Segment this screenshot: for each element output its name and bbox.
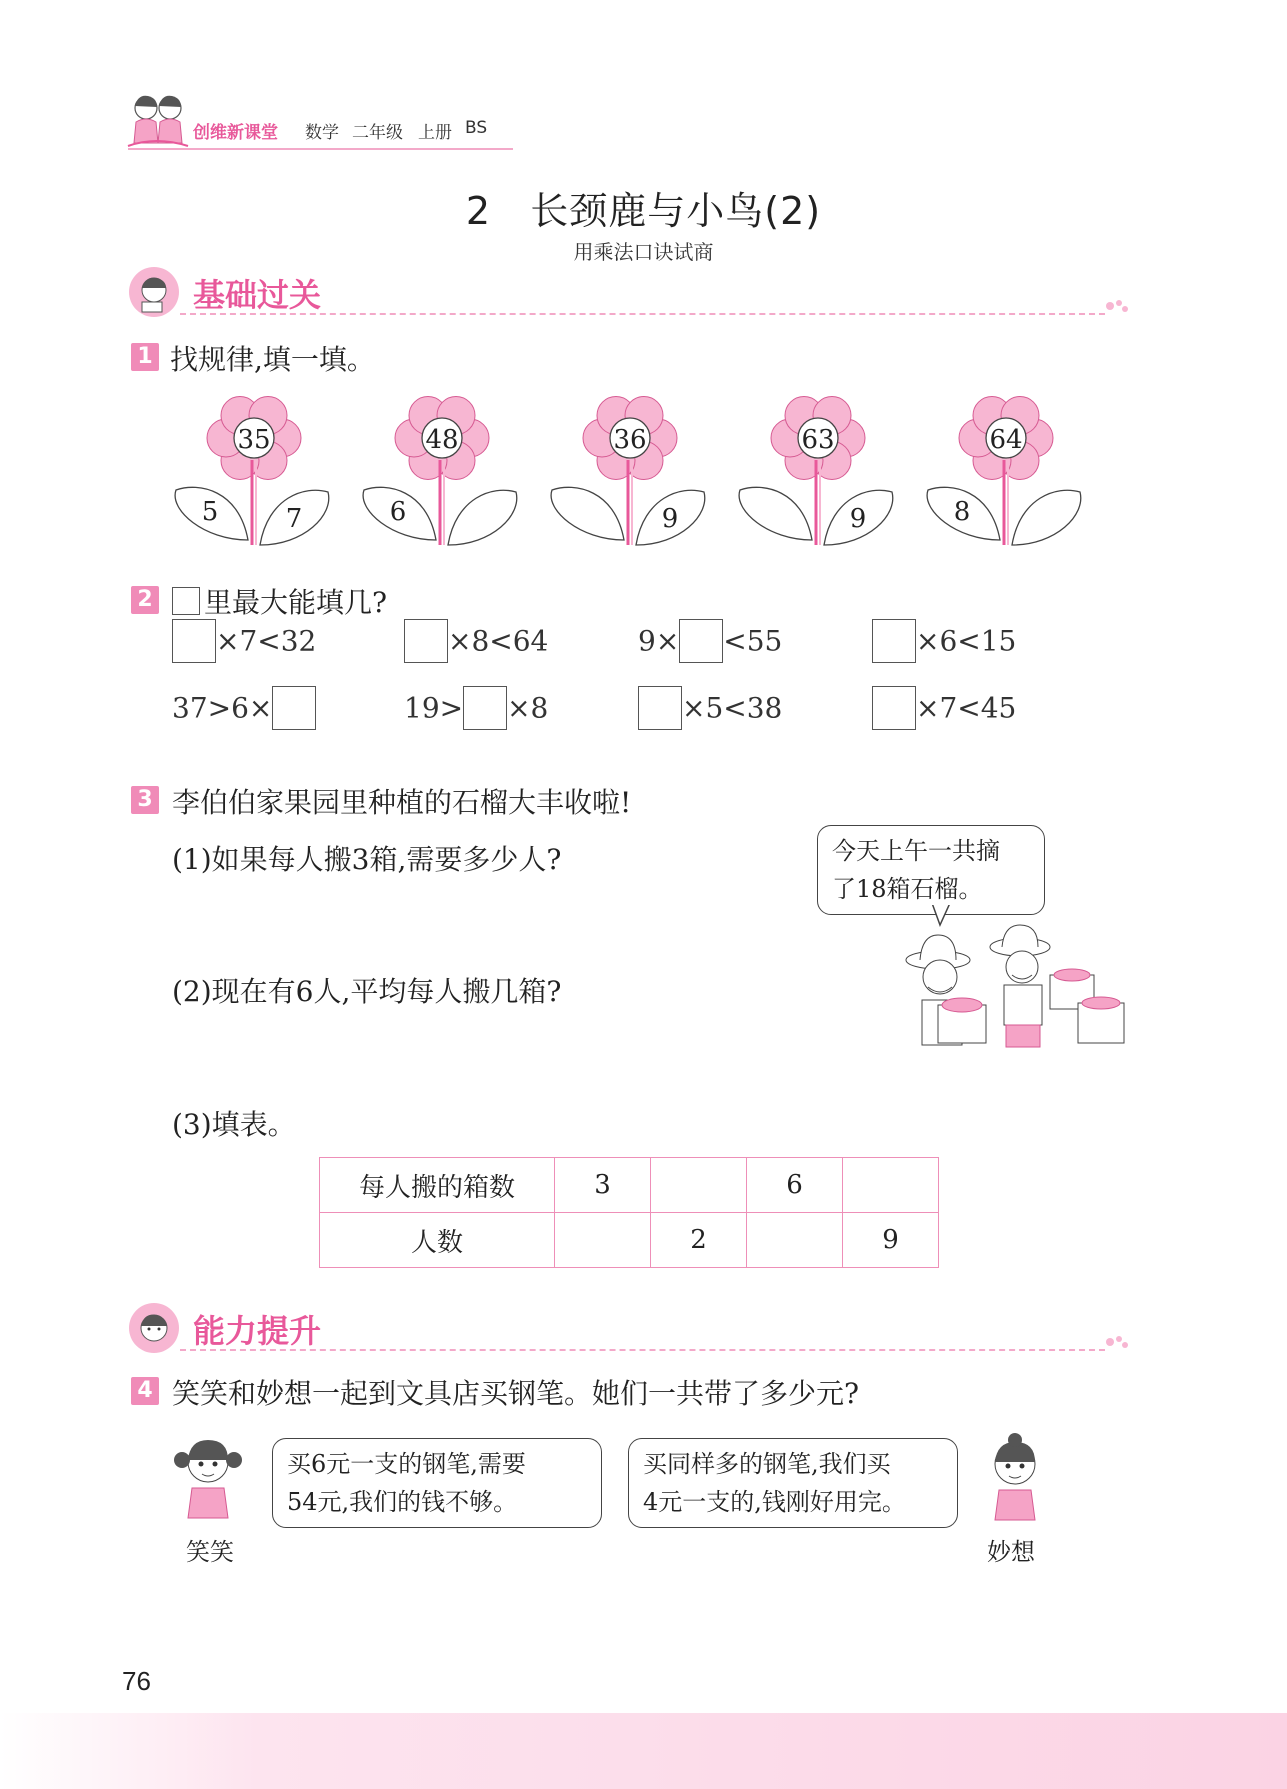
flower-center-number: 63 [801, 425, 835, 455]
inequality-expression [638, 619, 782, 663]
expression-prefix: 37>6× [172, 691, 273, 725]
section-divider [180, 313, 1105, 315]
lesson-title: 2 长颈鹿与小鸟(2) [465, 189, 822, 233]
expression-prefix: 19> [404, 691, 464, 725]
xiaoxiao-bubble-line2: 54元,我们的钱不够。 [287, 1488, 518, 1516]
lesson-subtitle: 用乘法口诀试商 [573, 240, 714, 264]
flower-right-leaf-number[interactable]: 9 [849, 504, 867, 534]
answer-box[interactable] [638, 686, 682, 730]
fill-in-table [319, 1157, 939, 1268]
expression-suffix: ×8<64 [448, 624, 549, 658]
table-cell[interactable] [651, 1158, 747, 1213]
section-divider [180, 1349, 1105, 1351]
answer-box[interactable] [272, 686, 316, 730]
table-cell[interactable]: 6 [747, 1158, 843, 1213]
flower-row [160, 390, 1100, 550]
inequality-expression [172, 619, 316, 663]
table-cell[interactable] [747, 1213, 843, 1268]
subject-label: 数学 [305, 123, 339, 143]
section-title-advanced: 能力提升 [193, 1312, 322, 1350]
volume-label: 上册 [418, 123, 452, 143]
flower-center-number: 36 [613, 425, 647, 455]
section-title-basic: 基础过关 [193, 276, 322, 314]
question-2-text: 里最大能填几? [204, 586, 388, 619]
expression-suffix: ×5<38 [682, 691, 783, 725]
section-mascot-icon [128, 266, 180, 318]
inequality-expression [404, 619, 548, 663]
question-number-3: 3 [131, 786, 159, 814]
table-cell[interactable] [555, 1213, 651, 1268]
answer-box[interactable] [679, 619, 723, 663]
expression-suffix: <55 [723, 624, 783, 658]
flower-center-number: 64 [989, 425, 1023, 455]
kids-logo-icon [126, 88, 192, 150]
question-3-sub1: (1)如果每人搬3箱,需要多少人? [172, 843, 562, 876]
question-number-2: 2 [131, 586, 159, 614]
farmers-with-boxes-illustration [900, 905, 1130, 1050]
miaoxiang-bubble-line1: 买同样多的钢笔,我们买 [643, 1450, 891, 1478]
answer-box[interactable] [463, 686, 507, 730]
question-3-sub3: (3)填表。 [172, 1108, 296, 1141]
girl-miaoxiang-illustration [975, 1432, 1055, 1527]
miaoxiang-bubble-line2: 4元一支的,钱刚好用完。 [643, 1488, 906, 1516]
question-1-text: 找规律,填一填。 [170, 343, 375, 376]
inequality-expression [172, 686, 316, 730]
question-4-text: 笑笑和妙想一起到文具店买钢笔。她们一共带了多少元? [172, 1377, 860, 1410]
flower [363, 397, 517, 546]
expression-suffix: ×8 [507, 691, 549, 725]
table-cell[interactable]: 9 [843, 1213, 939, 1268]
answer-box[interactable] [872, 686, 916, 730]
table-row-header: 每人搬的箱数 [320, 1158, 555, 1213]
xiaoxiao-bubble-line1: 买6元一支的钢笔,需要 [287, 1450, 526, 1478]
expression-suffix: ×6<15 [916, 624, 1017, 658]
flower-right-leaf-number[interactable]: 7 [285, 504, 303, 534]
girl-xiaoxiao-illustration [168, 1430, 248, 1525]
answer-box[interactable] [172, 619, 216, 663]
inequality-expression [872, 686, 1016, 730]
section-mascot-icon [128, 1302, 180, 1354]
inequality-expression [872, 619, 1016, 663]
table-row [320, 1158, 939, 1213]
character-name-miaoxiang: 妙想 [987, 1538, 1035, 1566]
flower [927, 397, 1081, 546]
farmer-bubble-line1: 今天上午一共摘 [832, 837, 1000, 865]
table-row-header: 人数 [320, 1213, 555, 1268]
table-cell[interactable]: 2 [651, 1213, 747, 1268]
flower [739, 397, 893, 546]
blank-box-icon [172, 587, 200, 615]
question-3-text: 李伯伯家果园里种植的石榴大丰收啦! [172, 786, 632, 819]
farmer-bubble-line2: 了18箱石榴。 [832, 875, 983, 903]
brand-name: 创维新课堂 [193, 123, 278, 143]
table-cell[interactable]: 3 [555, 1158, 651, 1213]
answer-box[interactable] [872, 619, 916, 663]
flower-right-leaf-number[interactable]: 9 [661, 504, 679, 534]
expression-suffix: ×7<45 [916, 691, 1017, 725]
flower-center-number: 48 [425, 425, 459, 455]
answer-box[interactable] [404, 619, 448, 663]
page-number: 76 [122, 1666, 151, 1696]
flower-left-leaf-number[interactable]: 6 [389, 497, 407, 527]
table-cell[interactable] [843, 1158, 939, 1213]
flower-center-number: 35 [237, 425, 271, 455]
header-underline [128, 148, 513, 150]
farmer-speech-bubble [817, 825, 1045, 915]
flower [551, 397, 705, 546]
miaoxiang-speech-bubble [628, 1438, 958, 1528]
dots-decor-icon [1104, 298, 1130, 314]
question-number-1: 1 [131, 343, 159, 371]
flower [175, 397, 329, 546]
flower-left-leaf-number[interactable]: 8 [953, 497, 971, 527]
expression-prefix: 9× [638, 624, 680, 658]
inequality-expression [638, 686, 782, 730]
grade-label: 二年级 [352, 123, 403, 143]
character-name-xiaoxiao: 笑笑 [186, 1538, 234, 1566]
inequality-expression [404, 686, 548, 730]
table-row [320, 1213, 939, 1268]
question-3-sub2: (2)现在有6人,平均每人搬几箱? [172, 975, 562, 1008]
expression-suffix: ×7<32 [216, 624, 317, 658]
question-number-4: 4 [131, 1377, 159, 1405]
dots-decor-icon [1104, 1334, 1130, 1350]
flower-left-leaf-number[interactable]: 5 [201, 497, 219, 527]
question-2-prompt [172, 581, 387, 621]
edition-label: BS [465, 118, 488, 138]
footer-band [0, 1713, 1287, 1789]
xiaoxiao-speech-bubble [272, 1438, 602, 1528]
